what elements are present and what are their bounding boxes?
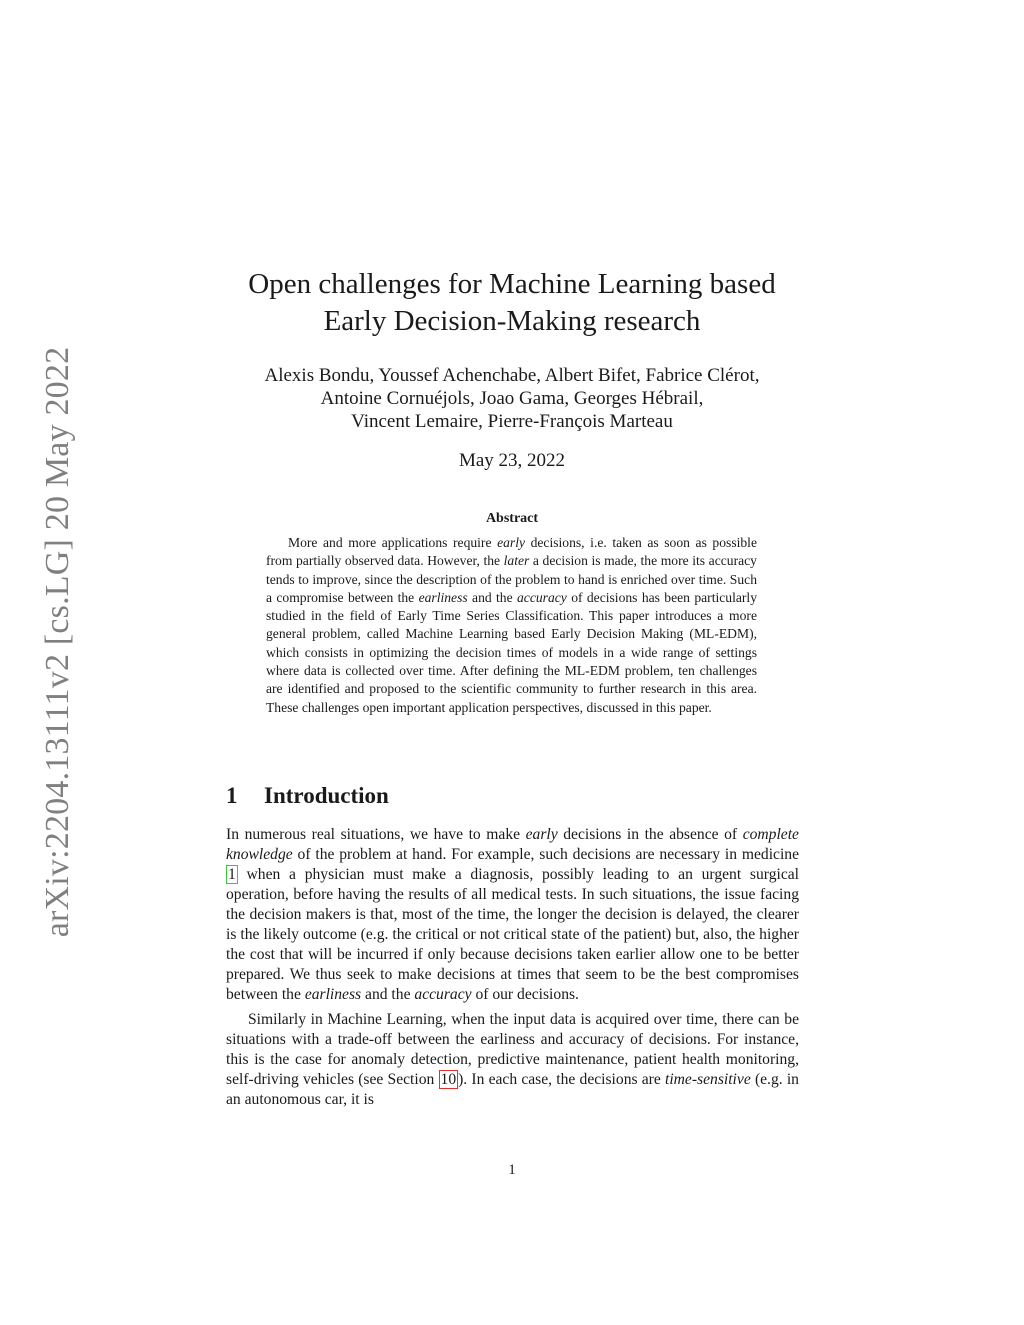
- publication-date: May 23, 2022: [458, 450, 566, 471]
- emphasis: early: [525, 826, 558, 843]
- section-number: 1: [226, 783, 238, 808]
- authors-line-3: Vincent Lemaire, Pierre-François Marteau: [351, 411, 673, 432]
- citation-link[interactable]: 1: [228, 866, 236, 883]
- body-text-segment: of the problem at hand. For example, such decisions are necessary in medicine: [292, 846, 799, 863]
- emphasis: time-sensitive: [665, 1071, 751, 1088]
- abstract-text: [266, 534, 757, 717]
- body-text-segment: Similarly in Machine Learning, when the input data is acquired over time, there can be situations with a trade-off between the earliness and accuracy of decisions. For instance, this is the case for anomaly detection, predictive maintenance, patient health monitoring, self-driving vehicles (see Section: [226, 1011, 799, 1088]
- page-number: 1: [508, 1162, 516, 1178]
- title-line-2: Early Decision-Making research: [323, 305, 701, 337]
- emphasis: earliness: [418, 589, 468, 605]
- body-text-segment: ). In each case, the decisions are: [458, 1071, 665, 1088]
- abstract-text-segment: a decision is made, the more its accuracy tends to improve, since the description of the problem to hand is enriched over time. Such a compromise between the: [266, 553, 757, 605]
- body-text-segment: when a physician must make a diagnosis, possibly leading to an urgent surgical operation, before having the results of all medical tests. In such situations, the issue facing the decision makers is that, most of the time, the longer the decision is delayed, the clearer is the likely outcome (e.g. the critical or not critical state of the patient) but, also, the higher the cost that will be incurred if only because decisions taken earlier allow one to be better prepared. We thus seek to make decisions at times that seem to be the best compromises between the: [226, 866, 799, 1003]
- arxiv-sidebar-identifier: arXiv:2204.13111v2 [cs.LG] 20 May 2022: [39, 346, 76, 938]
- section-heading-introduction: [226, 783, 389, 809]
- section-title: Introduction: [264, 783, 389, 808]
- body-paragraph-1: [226, 825, 799, 1005]
- abstract-text-segment: of decisions has been particularly studied in the field of Early Time Series Classification. This paper introduces a more general problem, called Machine Learning based Early Decision Making (ML-EDM), which consists in optimizing the decision times of models in a wide range of settings where data is collected over time. After defining the ML-EDM problem, ten challenges are identified and proposed to the scientific community to further research in this area. These challenges open important application perspectives, discussed in this paper.: [266, 589, 757, 715]
- authors-line-1: Alexis Bondu, Youssef Achenchabe, Albert Bifet, Fabrice Clérot,: [264, 365, 760, 386]
- abstract-text-segment: More and more applications require: [288, 535, 498, 550]
- emphasis: complete knowledge: [226, 826, 799, 863]
- body-text-segment: of our decisions.: [471, 986, 579, 1003]
- abstract-paragraph: [266, 534, 757, 717]
- authors-line-2: Antoine Cornuéjols, Joao Gama, Georges Hébrail,: [320, 388, 704, 409]
- body-text-segment: (e.g. in an autonomous car, it is: [226, 1071, 799, 1108]
- body-paragraph-2: [226, 1010, 799, 1110]
- section-reference-link[interactable]: 10: [440, 1071, 457, 1088]
- paper-title: [0, 266, 1024, 340]
- introduction-body: [226, 825, 799, 1110]
- author-list: [0, 364, 1024, 433]
- title-line-1: Open challenges for Machine Learning based: [248, 268, 776, 300]
- emphasis: earliness: [304, 986, 362, 1003]
- emphasis: accuracy: [414, 986, 472, 1003]
- emphasis: later: [503, 553, 530, 569]
- abstract-heading: Abstract: [485, 511, 539, 526]
- emphasis: accuracy: [517, 589, 567, 605]
- abstract-text-segment: and the: [467, 589, 517, 605]
- emphasis: early: [497, 535, 526, 550]
- abstract-text-segment: decisions, i.e. taken as soon as possible from partially observed data. However, the: [266, 535, 757, 569]
- body-text-segment: decisions in the absence of: [557, 826, 743, 843]
- body-text-segment: In numerous real situations, we have to make: [226, 826, 526, 843]
- body-text-segment: and the: [361, 986, 415, 1003]
